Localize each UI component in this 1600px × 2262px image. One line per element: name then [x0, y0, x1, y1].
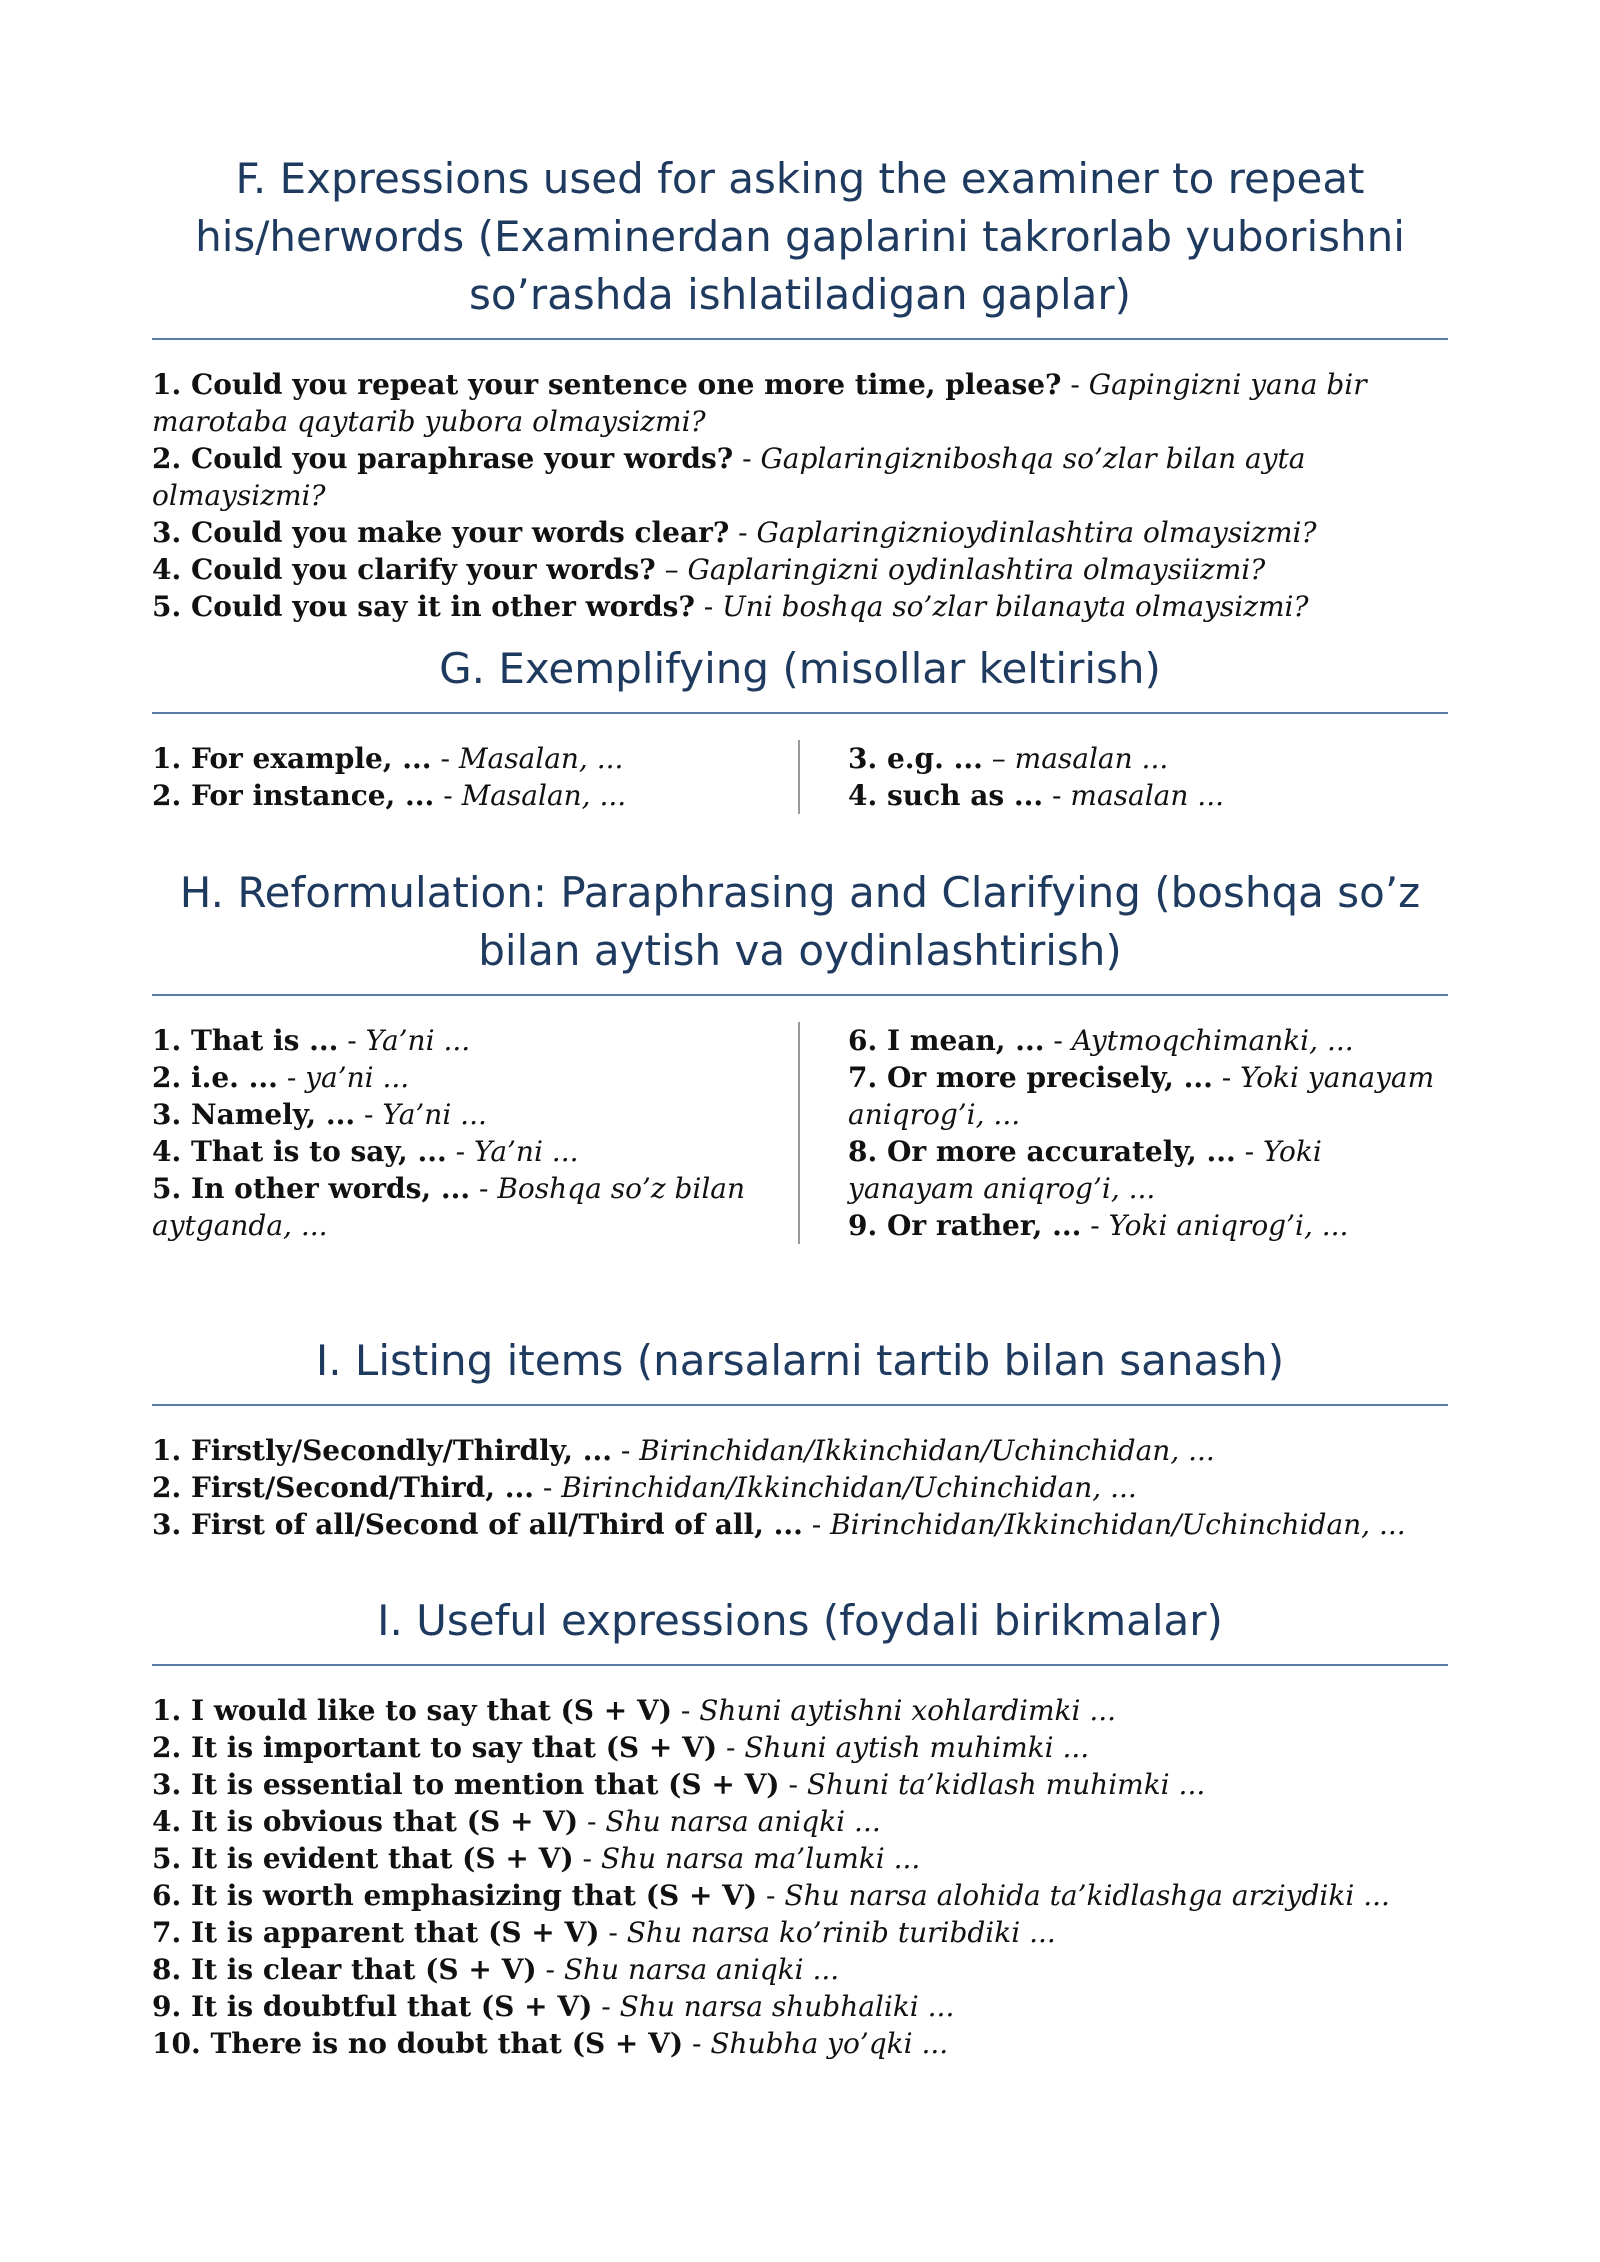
separator: -	[1235, 1135, 1263, 1168]
english-phrase: 5. It is evident that (S + V)	[152, 1842, 574, 1875]
list-item	[848, 777, 1448, 814]
separator: –	[982, 742, 1015, 775]
separator: -	[536, 1953, 564, 1986]
heading-line: so’rashda ishlatiladigan gaplar)	[468, 270, 1132, 319]
english-phrase: 3. Namely, ...	[152, 1098, 356, 1131]
separator: -	[578, 1805, 606, 1838]
separator: -	[802, 1508, 831, 1541]
list-item	[152, 2025, 1448, 2062]
list-item	[152, 1988, 1448, 2025]
separator: -	[592, 1990, 620, 2023]
list-item	[848, 740, 1448, 777]
list-item	[848, 1133, 1448, 1207]
uzbek-translation: Gapingizni yana bir marotaba qaytarib yubora olmaysizmi?	[152, 368, 1367, 438]
english-phrase: 2. i.e. ...	[152, 1061, 278, 1094]
useful-expressions-heading: I. Useful expressions (foydali birikmalar)	[377, 1596, 1223, 1645]
right-column	[800, 1022, 1448, 1244]
english-phrase: 2. Could you paraphrase your words?	[152, 442, 734, 475]
english-phrase: 5. In other words, ...	[152, 1172, 471, 1205]
section-useful-expressions	[152, 1592, 1448, 2062]
separator: -	[779, 1768, 807, 1801]
section-divider	[152, 712, 1448, 714]
separator: -	[612, 1434, 640, 1467]
separator: -	[573, 1842, 601, 1875]
uzbek-translation: Shu narsa alohida ta’kidlashga arziydiki ...	[784, 1879, 1390, 1912]
separator: -	[1212, 1061, 1241, 1094]
list-item	[152, 1170, 750, 1244]
section-f-heading	[152, 150, 1448, 324]
section-g-heading: G. Exemplifying (misollar keltirish)	[439, 644, 1161, 693]
list-item	[848, 1059, 1448, 1133]
section-h-heading	[152, 864, 1448, 980]
uzbek-translation: Shubha yo’qki ...	[710, 2027, 949, 2060]
english-phrase: 3. Could you make your words clear?	[152, 516, 730, 549]
section-i-listing	[152, 1332, 1448, 1543]
section-divider	[152, 994, 1448, 996]
english-phrase: 1. That is ...	[152, 1024, 339, 1057]
english-phrase: 9. Or rather, ...	[848, 1209, 1082, 1242]
uzbek-translation: ya’ni ...	[305, 1061, 410, 1094]
english-phrase: 9. It is doubtful that (S + V)	[152, 1990, 593, 2023]
english-phrase: 6. It is worth emphasizing that (S + V)	[152, 1879, 758, 1912]
list-item	[152, 514, 1448, 551]
section-f-list	[152, 366, 1448, 625]
two-column-list	[152, 740, 1448, 814]
english-phrase: 4. It is obvious that (S + V)	[152, 1805, 579, 1838]
uzbek-translation: Gaplaringizni oydinlashtira olmaysiizmi?	[687, 553, 1266, 586]
separator: –	[655, 553, 688, 586]
uzbek-translation: Shu narsa shubhaliki ...	[619, 1990, 955, 2023]
uzbek-translation: Shuni aytishni xohlardimki ...	[699, 1694, 1117, 1727]
list-item	[152, 1729, 1448, 1766]
separator: -	[434, 779, 462, 812]
section-divider	[152, 1664, 1448, 1666]
list-item	[848, 1207, 1448, 1244]
uzbek-translation: Masalan, ...	[458, 742, 624, 775]
separator: -	[1061, 368, 1089, 401]
uzbek-translation: Ya’ni ...	[474, 1135, 579, 1168]
list-item	[152, 588, 1448, 625]
english-phrase: 4. That is to say, ...	[152, 1135, 447, 1168]
uzbek-translation: Ya’ni ...	[365, 1024, 471, 1057]
separator: -	[599, 1916, 627, 1949]
list-item	[152, 1059, 750, 1096]
list-item	[152, 1877, 1448, 1914]
english-phrase: 2. For instance, ...	[152, 779, 435, 812]
english-phrase: 8. It is clear that (S + V)	[152, 1953, 537, 1986]
section-divider	[152, 338, 1448, 340]
separator: -	[1081, 1209, 1109, 1242]
english-phrase: 5. Could you say it in other words?	[152, 590, 695, 623]
uzbek-translation: Shu narsa ko’rinib turibdiki ...	[626, 1916, 1056, 1949]
uzbek-translation: Yoki aniqrog’i, ...	[1108, 1209, 1349, 1242]
english-phrase: 2. It is important to say that (S + V)	[152, 1731, 718, 1764]
separator: -	[729, 516, 757, 549]
english-phrase: 3. First of all/Second of all/Third of all, ...	[152, 1508, 803, 1541]
separator: -	[717, 1731, 745, 1764]
list-item	[152, 1506, 1448, 1543]
list-item	[152, 1951, 1448, 1988]
heading-line: F. Expressions used for asking the examiner to repeat	[235, 154, 1365, 203]
heading-line: his/herwords (Examinerdan gaplarini takrorlab yuborishni	[195, 212, 1405, 261]
uzbek-translation: Yoki yanayam aniqrog’i, ...	[848, 1061, 1435, 1131]
list-item	[848, 1022, 1448, 1059]
uzbek-translation: Shuni aytish muhimki ...	[744, 1731, 1090, 1764]
separator: -	[338, 1024, 366, 1057]
heading-line: bilan aytish va oydinlashtirish)	[478, 926, 1122, 975]
english-phrase: 1. Firstly/Secondly/Thirdly, ...	[152, 1434, 613, 1467]
uzbek-translation: Gaplaringizniboshqa so’zlar bilan ayta olmaysizmi?	[152, 442, 1306, 512]
list-item	[152, 1133, 750, 1170]
list-item	[152, 1469, 1448, 1506]
english-phrase: 2. First/Second/Third, ...	[152, 1471, 534, 1504]
english-phrase: 3. It is essential to mention that (S + V)	[152, 1768, 780, 1801]
list-item	[152, 777, 750, 814]
uzbek-translation: Shu narsa ma’lumki ...	[600, 1842, 921, 1875]
list-item	[152, 440, 1448, 514]
section-i-list	[152, 1432, 1448, 1543]
separator: -	[277, 1061, 306, 1094]
list-item	[152, 1914, 1448, 1951]
english-phrase: 4. Could you clarify your words?	[152, 553, 656, 586]
list-item	[152, 1803, 1448, 1840]
two-column-list	[152, 1022, 1448, 1244]
uzbek-translation: Uni boshqa so’zlar bilanayta olmaysizmi?	[722, 590, 1309, 623]
english-phrase: 6. I mean, ...	[848, 1024, 1045, 1057]
list-item	[152, 366, 1448, 440]
section-h	[152, 864, 1448, 1244]
section-g	[152, 640, 1448, 814]
uzbek-translation: masalan ...	[1014, 742, 1169, 775]
uzbek-translation: Shu narsa aniqki ...	[563, 1953, 840, 1986]
uzbek-translation: Aytmoqchimanki, ...	[1071, 1024, 1354, 1057]
separator: -	[1043, 779, 1071, 812]
uzbek-translation: Shuni ta’kidlash muhimki ...	[806, 1768, 1206, 1801]
uzbek-translation: Ya’ni ...	[382, 1098, 487, 1131]
separator: -	[694, 590, 723, 623]
separator: -	[431, 742, 459, 775]
separator: -	[446, 1135, 475, 1168]
uzbek-translation: masalan ...	[1070, 779, 1225, 812]
separator: -	[1044, 1024, 1072, 1057]
english-phrase: 1. For example, ...	[152, 742, 432, 775]
uzbek-translation: Birinchidan/Ikkinchidan/Uchinchidan, ...	[830, 1508, 1406, 1541]
useful-expressions-list	[152, 1692, 1448, 2062]
separator: -	[733, 442, 761, 475]
left-column	[152, 740, 800, 814]
list-item	[152, 1022, 750, 1059]
heading-line: H. Reformulation: Paraphrasing and Clarifying (boshqa so’z	[179, 868, 1421, 917]
english-phrase: 7. It is apparent that (S + V)	[152, 1916, 600, 1949]
separator: -	[757, 1879, 785, 1912]
list-item	[152, 1432, 1448, 1469]
right-column	[800, 740, 1448, 814]
left-column	[152, 1022, 800, 1244]
list-item	[152, 740, 750, 777]
uzbek-translation: Boshqa so’z bilan aytganda, ...	[152, 1172, 746, 1242]
english-phrase: 1. I would like to say that (S + V)	[152, 1694, 672, 1727]
separator: -	[470, 1172, 498, 1205]
uzbek-translation: Birinchidan/Ikkinchidan/Uchinchidan, ...	[639, 1434, 1215, 1467]
separator: -	[355, 1098, 383, 1131]
list-item	[152, 1766, 1448, 1803]
uzbek-translation: Shu narsa aniqki ...	[605, 1805, 881, 1838]
english-phrase: 3. e.g. ...	[848, 742, 983, 775]
section-divider	[152, 1404, 1448, 1406]
section-f	[152, 150, 1448, 625]
list-item	[152, 1840, 1448, 1877]
english-phrase: 8. Or more accurately, ...	[848, 1135, 1236, 1168]
english-phrase: 4. such as ...	[848, 779, 1044, 812]
list-item	[152, 1096, 750, 1133]
uzbek-translation: Masalan, ...	[461, 779, 627, 812]
uzbek-translation: Gaplaringiznioydinlashtira olmaysizmi?	[756, 516, 1317, 549]
english-phrase: 1. Could you repeat your sentence one more time, please?	[152, 368, 1062, 401]
uzbek-translation: Yoki yanayam aniqrog’i, ...	[848, 1135, 1322, 1205]
separator: -	[671, 1694, 700, 1727]
separator: -	[683, 2027, 711, 2060]
english-phrase: 7. Or more precisely, ...	[848, 1061, 1213, 1094]
uzbek-translation: Birinchidan/Ikkinchidan/Uchinchidan, ...	[561, 1471, 1137, 1504]
list-item	[152, 551, 1448, 588]
separator: -	[534, 1471, 562, 1504]
section-i-heading: I. Listing items (narsalarni tartib bilan sanash)	[315, 1336, 1285, 1385]
list-item	[152, 1692, 1448, 1729]
english-phrase: 10. There is no doubt that (S + V)	[152, 2027, 684, 2060]
